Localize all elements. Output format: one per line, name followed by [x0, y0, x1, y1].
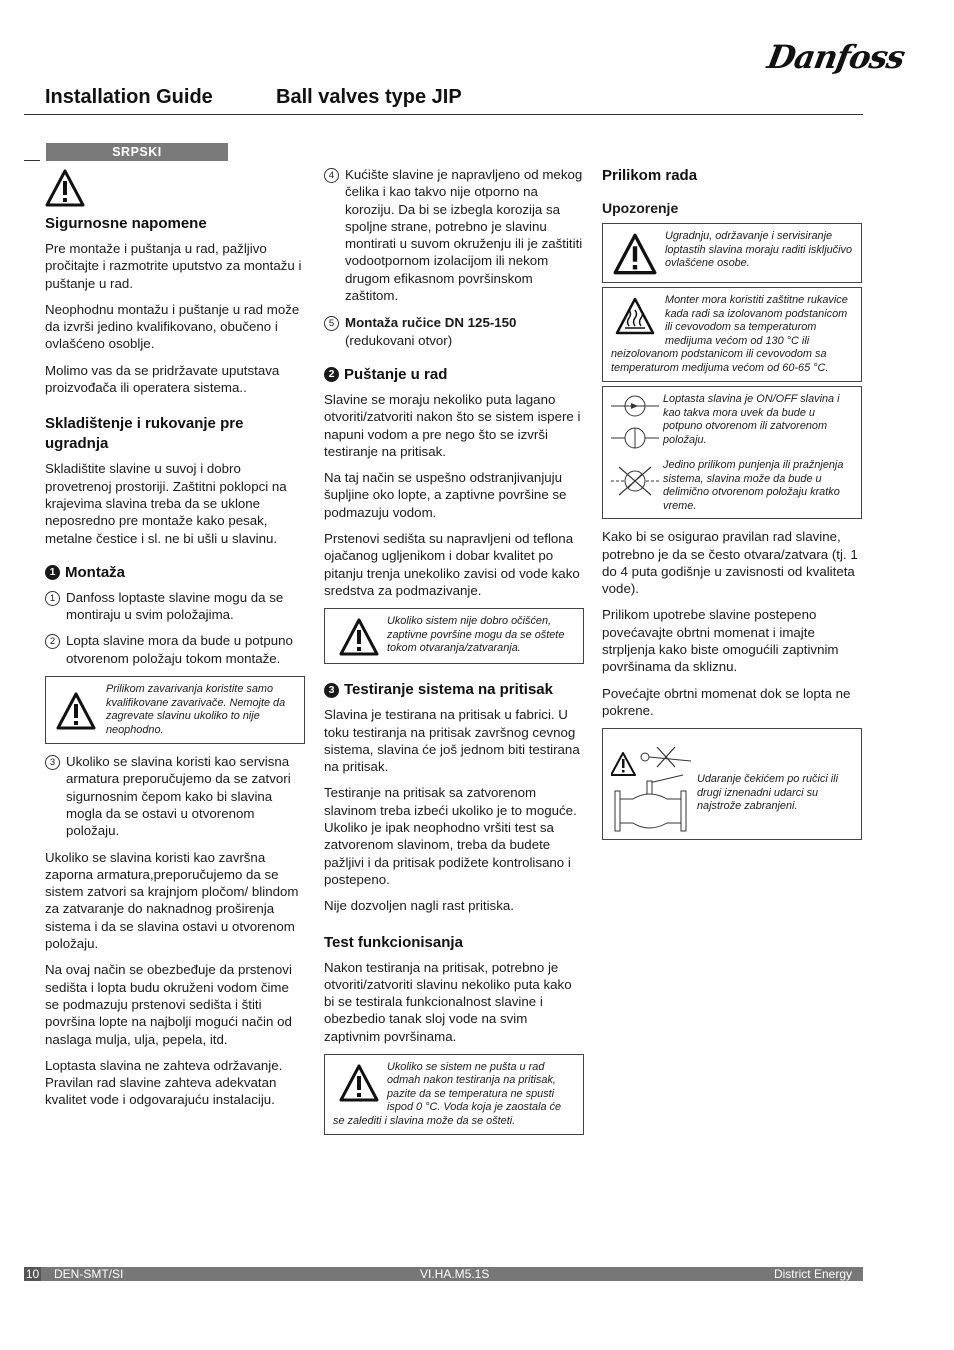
function-test-text: Nakon testiranja na pritisak, potrebno je otvoriti/zatvoriti slavinu nekoliko puta kako bi se testirala funkcionalnost slavine i obezbedio tanak sloj vode na svim zaptivnim površinama.: [324, 959, 572, 1044]
list-item: [45, 753, 305, 839]
hammer-icon: [611, 747, 693, 837]
page-number: 10: [25, 1267, 40, 1281]
startup-title: Puštanje u rad: [344, 365, 448, 383]
pressure-test-title: Testiranje sistema na pritisak: [344, 681, 553, 699]
list-item: [324, 314, 584, 349]
pressure-test-text-1: Slavina je testirana na pritisak u fabrici. U toku testiranja na pritisak završnog cevnog sistema, slavina će još jednom biti testirana na pritisak.: [324, 707, 580, 775]
item-text: Ukoliko se slavina koristi kao servisna armatura preporučujemo da se zatvori sigurnosnim čepom kako bi slavina mogla da se ostavi u otvorenom položaju.: [66, 754, 291, 839]
list-item: [45, 589, 305, 624]
item-text: (redukovani otvor): [345, 332, 453, 348]
gloves-note: Monter mora koristiti zaštitne rukavice kada radi sa izolovanom podstanicom ili cevovodom sa temperaturom medijuma većom od 130 °C ili neizolovanom podstanicom ili cevovodom sa temperaturom medijuma većom od 60-65 °C.: [611, 294, 848, 374]
safety-text-3: Molimo vas da se pridržavate uputstava proizvođača ili operatera sistema..: [45, 362, 280, 396]
hammer-note: Udaranje čekićem po ručici ili drugi iznenadni udarci su najstrože zabranjeni.: [697, 773, 839, 813]
column-1: [45, 168, 305, 1118]
startup-text-1: Slavine se moraju nekoliko puta lagano otvoriti/zatvoriti nakon što se sistem ispere i napuni vodom a pre nego što se izvrši testiranje na pritisak.: [324, 391, 581, 459]
end-valve-text-2: Na ovaj način se obezbeđuje da prstenovi sedišta i lopta budu okruženi vodom čime se podmazuju prstenovi sedišta i štiti površina lopte na najbolji mogući način od naslaga mulja, ulja, pepela, itd.: [45, 962, 292, 1047]
welding-warning-box: [45, 676, 305, 744]
step-number-badge: 2: [324, 367, 339, 382]
authorized-note: Ugradnju, održavanje i servisiranje loptastih slavina moraju raditi isključivo ovlašćene osobe.: [665, 230, 853, 270]
column-3: [602, 166, 862, 849]
mounting-title: Montaža: [65, 563, 125, 581]
item-number: 5: [324, 316, 339, 331]
column-2: [324, 166, 584, 1144]
language-label: SRPSKI: [46, 143, 228, 161]
warning-heading: Upozorenje: [602, 200, 679, 216]
mounting-heading: [45, 563, 305, 583]
pressure-test-text-2: Testiranje na pritisak sa zatvorenom slavinom treba izbeći ukoliko je to moguće. Ukoliko je ipak neophodno vršiti test sa zatvorenom slavinom, treba da budete pažljivi i da pritisak podižete kontrolisano i postepeno.: [324, 785, 577, 887]
storage-text: Skladištite slavine u suvoj i dobro provetrenoj prostoriji. Zaštitni poklopci na krajevima slavina treba da se uklone neposredno pre montaže kako pesak, metalne čestice i sl. ne bi ušli u slavinu.: [45, 461, 287, 546]
division-name: District Energy: [773, 1267, 852, 1281]
cleaning-note: Ukoliko sistem nije dobro očišćen, zaptivne površine mogu da se oštete tokom otvaranja/zatvaranja.: [387, 615, 565, 655]
warning-triangle-icon: [337, 1063, 381, 1103]
literature-code: VI.HA.M5.1S: [420, 1267, 490, 1281]
safety-text-1: Pre montaže i puštanja u rad, pažljivo pročitajte i razmotrite uputstvo za montažu i puštanje u rad.: [45, 241, 302, 291]
frost-warning-box: [324, 1054, 584, 1136]
page-footer: [24, 1267, 863, 1281]
frost-note: Ukoliko se sistem ne pušta u rad odmah nakon testiranja na pritisak, pazite da se temperatura ne spusti ispod 0 °C. Voda koja je zaostala će se zalediti i slavina može da se ošteti.: [333, 1060, 562, 1127]
warning-triangle-icon: [611, 232, 659, 276]
item-text: Danfoss loptaste slavine mogu da se montiraju u svim položajima.: [66, 589, 284, 623]
margin-tick: [24, 160, 40, 161]
item-text: Kućište slavine je napravljeno od mekog čelika i kao takvo nije otporno na koroziju. Da bi se izbegla korozija sa spoljne strane, potrebno je slavinu montirati u suvom okruženju ili je zaštititi vodootpornom izolacijom ili nekom drugom efikasnom površinskom zaštitom.: [345, 167, 583, 304]
operation-text-2: Prilikom upotrebe slavine postepeno povećavajte obrtni momenat i imajte strpljenja kako biste omogućili zaptivnim površinama da skliznu.: [602, 607, 839, 675]
list-item: [45, 632, 305, 667]
list-item: [324, 166, 584, 304]
onoff-note: Loptasta slavina je ON/OFF slavina i kao takva mora uvek da bude u potpuno otvorenom ili zatvorenom položaju.: [663, 393, 840, 446]
document-code: DEN-SMT/SI: [54, 1267, 124, 1281]
item-number: 3: [45, 755, 60, 770]
filling-note: Jedino prilikom punjenja ili pražnjenja sistema, slavina može da bude u delimično otvorenom položaju kratko vreme.: [663, 459, 844, 512]
valve-open-icon: [611, 393, 659, 419]
warning-triangle-icon: [337, 617, 381, 657]
hot-surface-icon: [611, 296, 659, 336]
item-number: 2: [45, 634, 60, 649]
warning-triangle-icon: [45, 168, 85, 208]
item-number: 4: [324, 168, 339, 183]
gloves-warning-box: [602, 287, 862, 382]
step-number-badge: 1: [45, 565, 60, 580]
function-test-heading: Test funkcionisanja: [324, 933, 463, 951]
cleaning-warning-box: [324, 608, 584, 664]
storage-heading: Skladištenje i rukovanje pre ugradnja: [45, 415, 244, 453]
item-bold-text: Montaža ručice DN 125-150: [345, 315, 517, 331]
warning-triangle-icon: [54, 691, 98, 731]
pressure-test-heading: [324, 680, 584, 700]
product-title: Ball valves type JIP: [276, 86, 462, 108]
step-number-badge: 3: [324, 683, 339, 698]
end-valve-text-1: Ukoliko se slavina koristi kao završna zaporna armatura,preporučujemo da se sistem zatvori sa krajnjom pločom/ blindom za zatvaranje do naknadnog proširenja sistema i da se slavina ostavi u otvorenom položaju.: [45, 849, 299, 952]
pressure-test-text-3: Nije dozvoljen nagli rast pritiska.: [324, 898, 514, 914]
guide-title: Installation Guide: [45, 86, 213, 108]
item-text: Lopta slavine mora da bude u potpuno otvorenom položaju tokom montaže.: [66, 633, 293, 666]
item-number: 1: [45, 591, 60, 606]
valve-crossed-icon: [611, 463, 659, 499]
valve-position-box: [602, 386, 862, 519]
hammer-warning-box: [602, 728, 862, 840]
safety-text-2: Neophodnu montažu i puštanje u rad može da izvrši jedino kvalifikovano, obučeno i ovlašćeno osoblje.: [45, 301, 300, 352]
authorized-personnel-box: [602, 223, 862, 283]
safety-heading: Sigurnosne napomene: [45, 215, 207, 232]
danfoss-logo: Danfoss: [764, 38, 908, 76]
header-divider: [24, 114, 863, 115]
startup-heading: [324, 365, 584, 385]
end-valve-text-3: Loptasta slavina ne zahteva održavanje. Pravilan rad slavine zahteva adekvatan kvalitet vode i odgovarajuću instalaciju.: [45, 1057, 283, 1108]
startup-text-3: Prstenovi sedišta su napravljeni od teflona ojačanog ugljenikom i dobar kvalitet po pitanju trenja unekoliko zavisi od vode kako sredstva za podmazivanje.: [324, 531, 580, 598]
valve-closed-icon: [611, 425, 659, 451]
startup-text-2: Na taj način se uspešno odstranjivanjuju šupljine oko lopte, a zaptivne površine se podmazuju vodom.: [324, 470, 567, 520]
operation-heading: Prilikom rada: [602, 167, 698, 184]
welding-note: Prilikom zavarivanja koristite samo kvalifikovane zavarivače. Nemojte da zagrevate slavinu ukoliko to nije neophodno.: [106, 683, 286, 736]
operation-text-1: Kako bi se osigurao pravilan rad slavine, potrebno je da se često otvara/zatvara (tj. 1 do 4 puta godišnje u zavisnosti od kvaliteta vode).: [602, 529, 858, 597]
operation-text-3: Povećajte obrtni momenat dok se lopta ne pokrene.: [602, 685, 851, 718]
